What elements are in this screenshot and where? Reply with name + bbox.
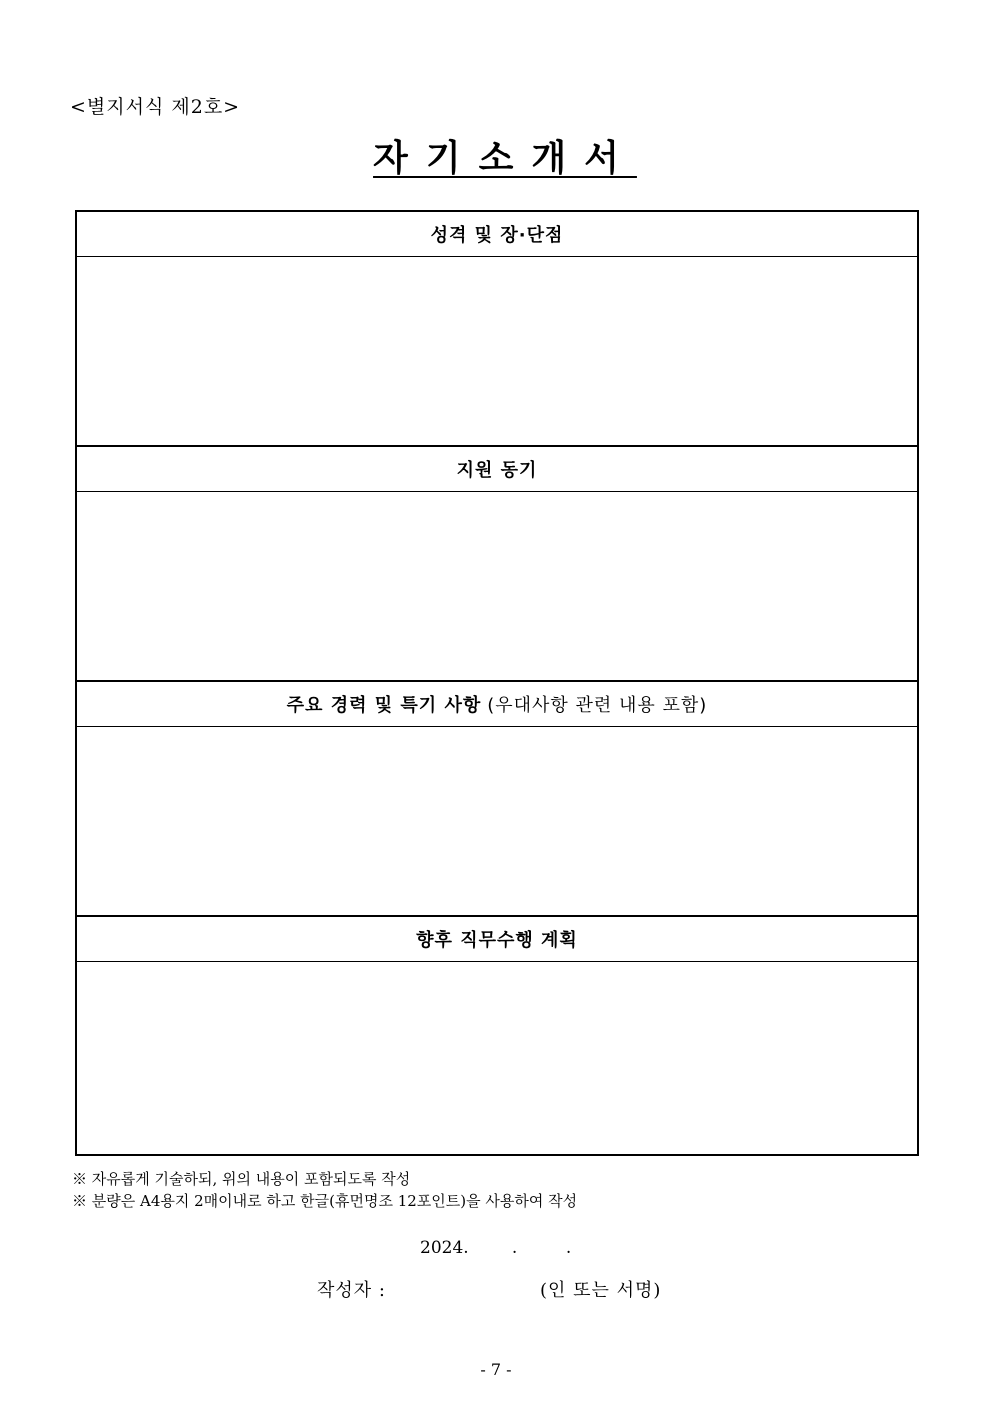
section-career: [77, 682, 917, 917]
author-label: 작성자 :: [317, 1280, 386, 1301]
section-title: 주요 경력 및 특기 사항: [286, 695, 482, 716]
date-line: 2024. . .: [420, 1238, 572, 1258]
section-title: 성격 및 장·단점: [430, 225, 564, 246]
career-answer-area[interactable]: [77, 727, 917, 917]
section-title: 향후 직무수행 계획: [416, 930, 578, 951]
section-header: [77, 447, 917, 492]
page-number: - 7 -: [480, 1360, 512, 1379]
section-header: [77, 212, 917, 257]
personality-answer-area[interactable]: [77, 257, 917, 447]
instructions: [72, 1168, 577, 1212]
section-personality: [77, 212, 917, 447]
future-plan-answer-area[interactable]: [77, 962, 917, 1150]
section-future-plan: [77, 917, 917, 1150]
section-note: (우대사항 관련 내용 포함): [487, 695, 708, 716]
document-title: [0, 130, 992, 181]
signature-label: (인 또는 서명): [540, 1280, 662, 1301]
motivation-answer-area[interactable]: [77, 492, 917, 682]
section-header: [77, 682, 917, 727]
instruction-line: ※ 분량은 A4용지 2매이내로 하고 한글(휴먼명조 12포인트)을 사용하여 작성: [72, 1192, 578, 1210]
form-number-label: <별지서식 제2호>: [70, 96, 241, 118]
section-motivation: [77, 447, 917, 682]
section-title: 지원 동기: [456, 460, 538, 481]
self-introduction-form: [75, 210, 919, 1156]
section-header: [77, 917, 917, 962]
instruction-line: ※ 자유롭게 기술하되, 위의 내용이 포함되도록 작성: [72, 1170, 411, 1188]
document-title-text: 자기소개서: [373, 138, 637, 179]
